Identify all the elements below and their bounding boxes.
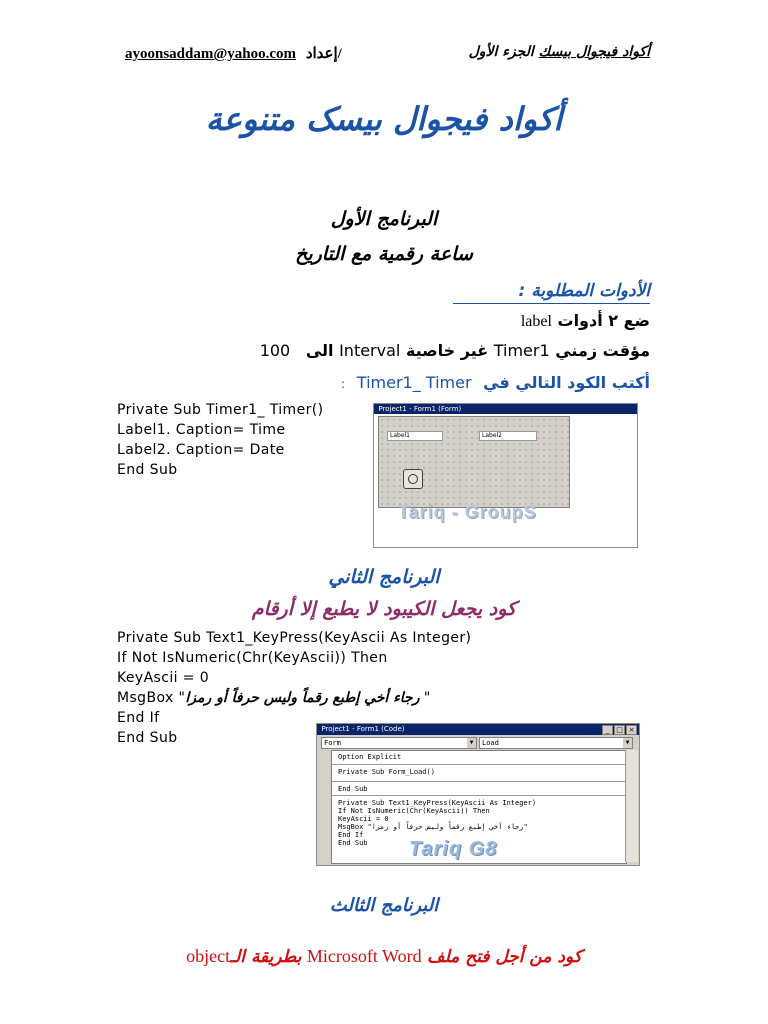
procedure-separator (332, 795, 626, 796)
editor-line: End If (338, 831, 364, 839)
editor-line: MsgBox "رجاء أخي إطبع رقماً وليس حرفاً أو رمزا" (338, 823, 528, 831)
procedure-separator (332, 764, 626, 765)
write-code-event: Timer1_ Timer (356, 373, 472, 392)
code-window-screenshot (316, 723, 640, 866)
tools-line-labels-ar: ضع ٢ أدوات (557, 311, 650, 330)
editor-line: KeyAscii = 0 (338, 815, 389, 823)
tools-line-labels (521, 311, 650, 331)
object-combo-value: Form (324, 739, 341, 747)
code-line: Private Sub Timer1_ Timer() (117, 402, 324, 418)
form-label2: Label2 (479, 431, 537, 441)
interval-value: 100 (259, 341, 291, 360)
procedure-combo-value: Load (482, 739, 499, 747)
screenshot-titlebar (317, 724, 639, 735)
tools-line-labels-en: label (520, 313, 552, 330)
part-label: الجزء الأول (468, 44, 534, 60)
program1-subtitle: ساعة رقمية مع التاريخ (295, 243, 473, 265)
timer-icon (403, 469, 423, 489)
program1-code (117, 400, 323, 480)
program3-description (0, 946, 768, 967)
program3-desc-ar1: كود من أجل فتح ملف (426, 947, 582, 967)
code-line: End If (117, 710, 160, 726)
book-title: أكواد فيجوال بيسك (538, 44, 650, 60)
editor-line: If Not IsNumeric(Chr(KeyAscii)) Then (338, 807, 490, 815)
form-label1: Label1 (387, 431, 443, 441)
program3-desc-ar2: بطريقة الـ (230, 947, 302, 967)
tools-line-timer (260, 341, 650, 360)
screenshot-watermark: Tariq - GroupS (398, 502, 537, 522)
tools-heading: الأدوات المطلوبة : (518, 281, 650, 301)
screenshot-titlebar (374, 404, 637, 414)
code-line: If Not IsNumeric(Chr(KeyAscii)) Then (117, 650, 388, 666)
editor-scrollbar (625, 750, 638, 862)
program1-heading: البرنامج الأول (330, 208, 438, 230)
procedure-combo (479, 737, 633, 749)
maximize-icon: □ (614, 725, 625, 735)
timer-name: Timer1 (493, 341, 550, 360)
program2-subtitle: كود يجعل الكيبود لا يطبع إلا أرقام (251, 598, 517, 620)
editor-line: Private Sub Text1_KeyPress(KeyAscii As Integer) (338, 799, 537, 807)
write-code-colon: : (341, 377, 346, 391)
minimize-icon: _ (602, 725, 613, 735)
form-designer-screenshot (373, 403, 638, 548)
msgbox-arabic-text: رجاء أخي إطبع رقماً وليس حرفاً أو رمزا (185, 690, 420, 706)
timer-text-b: غير خاصية (405, 341, 489, 360)
chevron-down-icon: ▼ (623, 738, 632, 748)
editor-line: End Sub (338, 785, 368, 793)
code-line: Label2. Caption= Date (117, 442, 285, 458)
code-line: End Sub (117, 730, 178, 746)
code-line-msgbox (117, 688, 471, 708)
editor-line: Private Sub Form_Load() (338, 768, 435, 776)
program3-desc-word: Microsoft Word (306, 946, 422, 966)
page-header (0, 44, 768, 68)
running-title (469, 44, 650, 60)
program3-desc-object: object (186, 946, 231, 966)
tools-underline (453, 303, 650, 304)
code-line: End Sub (117, 462, 178, 478)
screenshot-watermark: Tariq G8 (409, 838, 498, 860)
object-combo (321, 737, 477, 749)
editor-line: Option Explicit (338, 753, 402, 761)
screenshot-title: Project1 - Form1 (Form) (378, 405, 462, 413)
msgbox-prefix: MsgBox " (117, 690, 186, 706)
screenshot-title: Project1 - Form1 (Code) (321, 725, 405, 733)
msgbox-suffix: " (419, 690, 431, 706)
code-line: KeyAscii = 0 (117, 670, 210, 686)
prepared-by-label: إعداد/ (305, 46, 342, 62)
code-line: Label1. Caption= Time (117, 422, 286, 438)
procedure-separator (332, 781, 626, 782)
program3-heading: البرنامج الثالث (329, 895, 439, 916)
author-credit (125, 44, 342, 63)
close-icon: × (626, 725, 637, 735)
form-canvas (378, 416, 570, 508)
interval-property: Interval (339, 341, 401, 360)
code-line: Private Sub Text1_KeyPress(KeyAscii As Integer) (117, 630, 472, 646)
timer-text-c: الى (305, 341, 334, 360)
editor-line: End Sub (338, 839, 368, 847)
author-email[interactable]: ayoonsaddam@yahoo.com (125, 46, 297, 62)
window-buttons (601, 725, 637, 735)
chevron-down-icon: ▼ (467, 738, 476, 748)
program2-heading: البرنامج الثاني (328, 566, 440, 588)
document-title: أكواد فيجوال بيسک متنوعة (205, 100, 563, 138)
timer-text-a: مؤقت زمني (555, 341, 650, 360)
write-code-ar: أكتب الكود التالي في (483, 373, 650, 392)
write-code-line (341, 373, 650, 392)
